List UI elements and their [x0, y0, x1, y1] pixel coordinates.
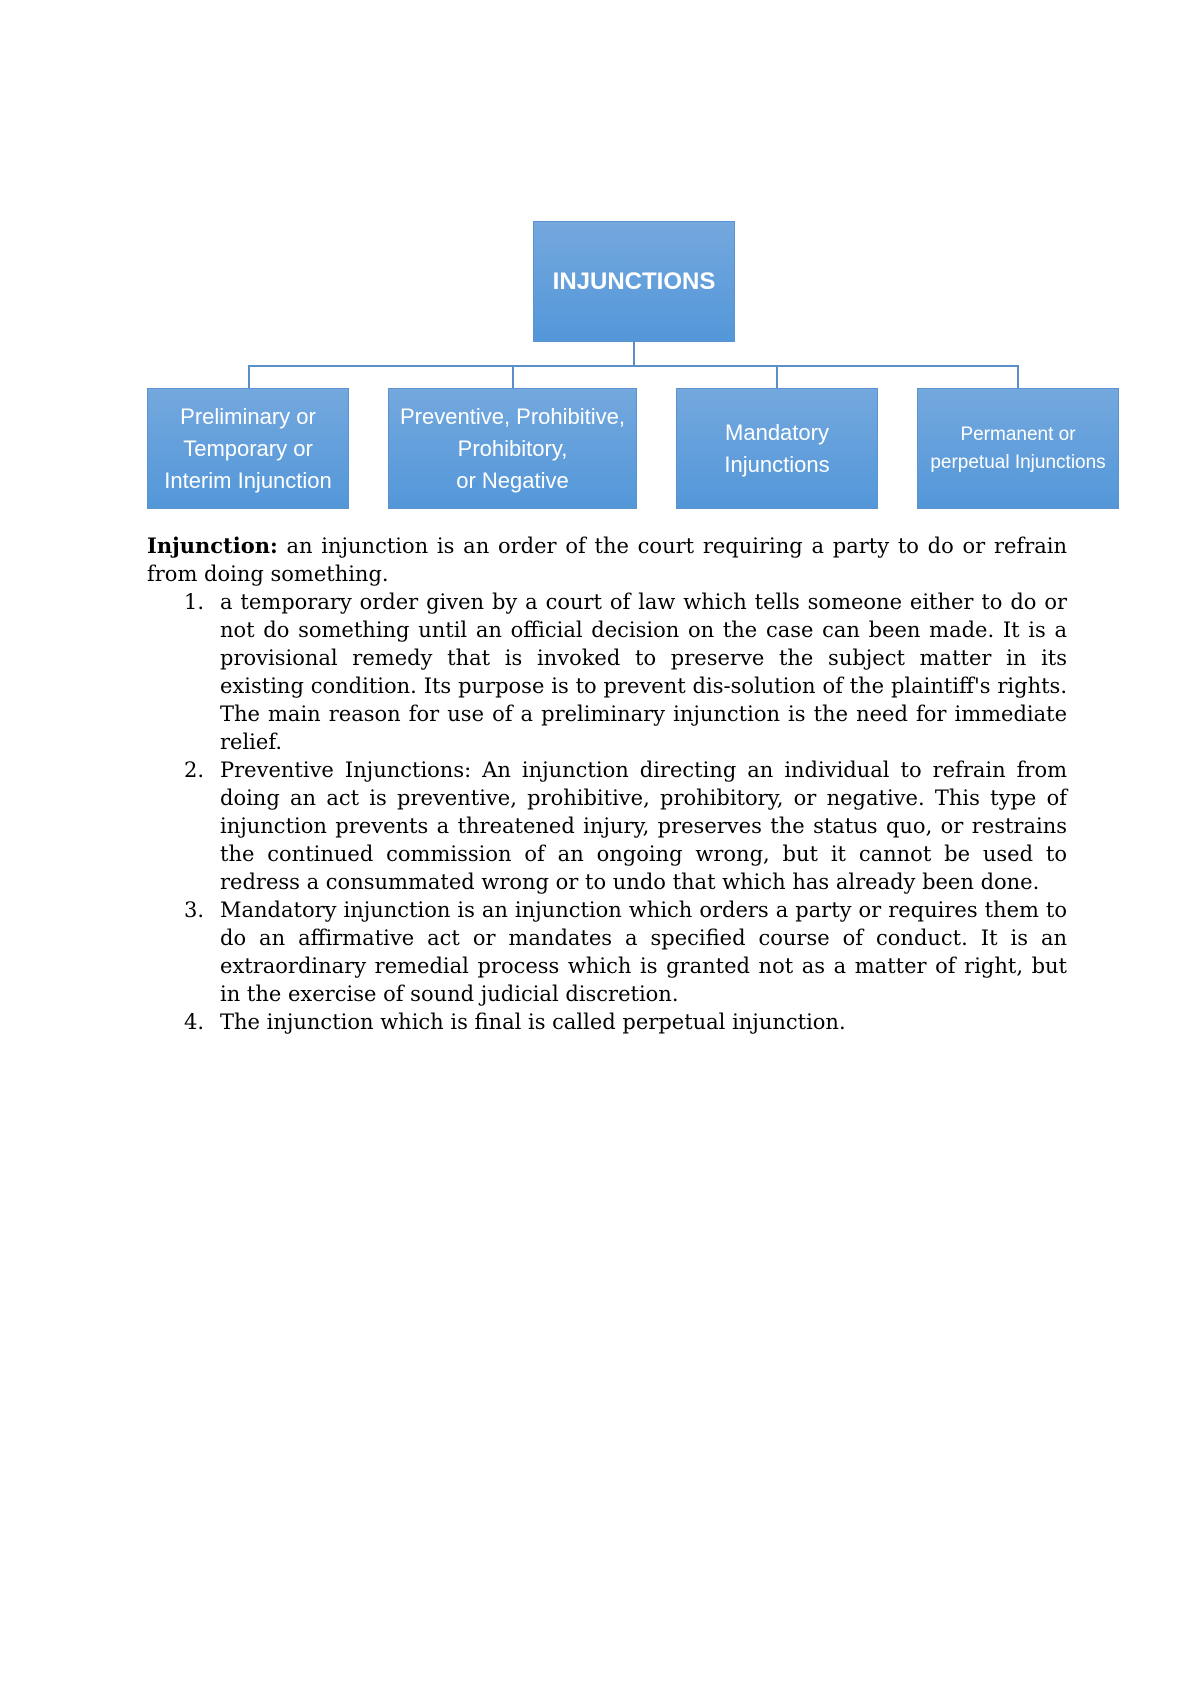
diagram-child-preventive: Preventive, Prohibitive, Prohibitory, or Negative — [388, 388, 637, 509]
connector-horizontal — [248, 365, 1019, 367]
list-item-text: Mandatory injunction is an injunction which orders a party or requires them to do an affirmative act or mandates a specified course of conduct. It is an extraordinary remedial process which is granted not as a matter of right, but in the exercise of sound judicial discretion. — [220, 898, 1067, 1006]
list-item-number: 4. — [184, 1010, 205, 1034]
list-item — [147, 588, 1067, 756]
list-item-text: Preventive Injunctions: An injunction directing an individual to refrain from doing an act is preventive, prohibitive, prohibitory, or negative. This type of injunction prevents a threatened injury, preserves the status quo, or restrains the continued commission of an ongoing wrong, but it cannot be used to redress a consummated wrong or to undo that which has already been done. — [220, 758, 1067, 894]
diagram-child-permanent: Permanent or perpetual Injunctions — [917, 388, 1119, 509]
connector-child-1 — [248, 365, 250, 388]
intro-paragraph — [147, 532, 1067, 588]
list-item — [147, 756, 1067, 896]
connector-child-2 — [512, 365, 514, 388]
list-item-number: 3. — [184, 898, 205, 922]
list-item-number: 2. — [184, 758, 205, 782]
intro-term: Injunction: — [147, 533, 278, 558]
connector-root-vertical — [633, 342, 635, 366]
diagram-child-mandatory: Mandatory Injunctions — [676, 388, 878, 509]
list-item-number: 1. — [184, 590, 205, 614]
connector-child-4 — [1017, 365, 1019, 388]
list-item-text: The injunction which is final is called perpetual injunction. — [220, 1010, 846, 1034]
definition-text — [147, 532, 1067, 1036]
diagram-child-preliminary: Preliminary or Temporary or Interim Injunction — [147, 388, 349, 509]
list-item-text: a temporary order given by a court of law which tells someone either to do or not do something until an official decision on the case can been made. It is a provisional remedy that is invoked to preserve the subject matter in its existing condition. Its purpose is to prevent dis-solution of the plaintiff's rights. The main reason for use of a preliminary injunction is the need for immediate relief. — [220, 590, 1067, 754]
injunction-types-list — [147, 588, 1067, 1036]
list-item — [147, 1008, 1067, 1036]
intro-definition: an injunction is an order of the court requiring a party to do or refrain from doing something. — [147, 534, 1067, 586]
connector-child-3 — [776, 365, 778, 388]
list-item — [147, 896, 1067, 1008]
diagram-root-box: INJUNCTIONS — [533, 221, 735, 342]
